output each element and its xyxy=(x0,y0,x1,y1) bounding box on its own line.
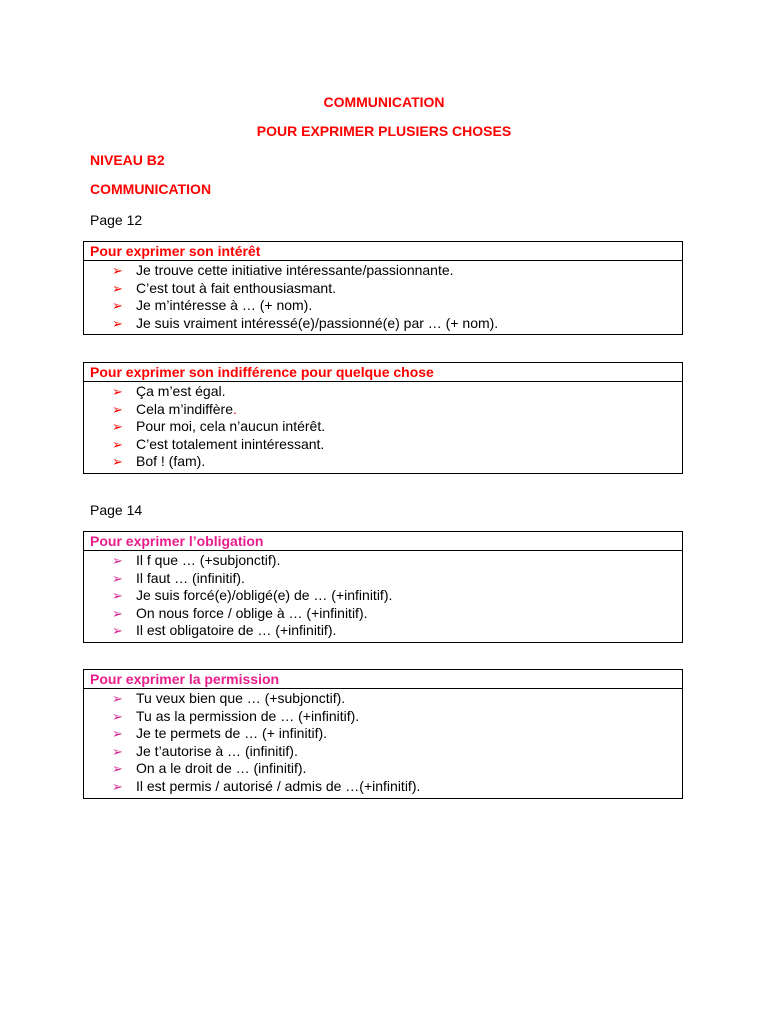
arrow-bullet-icon: ➢ xyxy=(112,570,123,586)
expression-box-permission xyxy=(83,669,683,799)
arrow-bullet-icon: ➢ xyxy=(112,691,123,706)
list-item xyxy=(84,315,682,333)
level-heading: NIVEAU B2 xyxy=(90,152,165,168)
expression-box-indifference xyxy=(83,362,683,474)
box-title: Pour exprimer son indifférence pour quelque chose xyxy=(84,363,682,382)
arrow-bullet-icon: ➢ xyxy=(112,743,123,759)
list-item-text: Ça m’est égal. xyxy=(136,383,226,399)
box-title: Pour exprimer l’obligation xyxy=(84,532,682,551)
list-item xyxy=(84,743,682,761)
box-title: Pour exprimer la permission xyxy=(84,670,682,689)
list-item-text: Je t’autorise à … (infinitif). xyxy=(136,742,298,759)
arrow-bullet-icon: ➢ xyxy=(112,454,123,470)
list-item-text: Je suis forcé(e)/obligé(e) de … (+infinitif). xyxy=(136,587,393,604)
expression-list xyxy=(84,551,682,642)
list-item-text: Tu as la permission de … (+infinitif). xyxy=(136,707,360,724)
section-heading: COMMUNICATION xyxy=(90,181,212,197)
list-item xyxy=(84,297,682,315)
arrow-bullet-icon: ➢ xyxy=(112,419,123,435)
list-item xyxy=(84,401,682,419)
list-item xyxy=(84,280,682,298)
list-item-text: Je suis vraiment intéressé(e)/passionné(e) par … (+ nom). xyxy=(136,314,499,331)
list-item-text: Il est permis / autorisé / admis de …(+infinitif). xyxy=(136,777,421,794)
arrow-bullet-icon: ➢ xyxy=(112,623,123,639)
list-item xyxy=(84,453,682,471)
arrow-bullet-icon: ➢ xyxy=(112,778,123,794)
arrow-bullet-icon: ➢ xyxy=(112,708,123,724)
arrow-bullet-icon: ➢ xyxy=(112,315,123,331)
list-item xyxy=(84,725,682,743)
arrow-bullet-icon: ➢ xyxy=(112,401,123,417)
list-item xyxy=(84,570,682,588)
arrow-bullet-icon: ➢ xyxy=(112,436,123,452)
list-item-text: Il est obligatoire de … (+infinitif). xyxy=(136,622,337,639)
list-item-text: On nous force / oblige à … (+infinitif). xyxy=(136,604,368,621)
box-title: Pour exprimer son intérêt xyxy=(84,242,682,261)
page-label-14: Page 14 xyxy=(90,502,143,518)
arrow-bullet-icon: ➢ xyxy=(112,263,123,278)
list-item-text: On a le droit de … (infinitif). xyxy=(136,760,307,777)
arrow-bullet-icon: ➢ xyxy=(112,761,123,777)
expression-list xyxy=(84,382,682,473)
arrow-bullet-icon: ➢ xyxy=(112,605,123,621)
list-item xyxy=(84,552,682,570)
list-item-text: Pour moi, cela n’aucun intérêt. xyxy=(136,418,326,435)
list-item xyxy=(84,622,682,640)
list-item-text: Je te permets de … (+ infinitif). xyxy=(136,725,328,742)
expression-box-obligation xyxy=(83,531,683,643)
expression-box-interest xyxy=(83,241,683,335)
arrow-bullet-icon: ➢ xyxy=(112,280,123,296)
arrow-bullet-icon: ➢ xyxy=(112,588,123,604)
list-item-text: Bof ! (fam). xyxy=(136,453,206,470)
list-item xyxy=(84,418,682,436)
list-item xyxy=(84,436,682,454)
arrow-bullet-icon: ➢ xyxy=(112,553,123,568)
page-label-12: Page 12 xyxy=(90,212,143,228)
list-item xyxy=(84,778,682,796)
list-item-text: C’est totalement inintéressant. xyxy=(136,435,325,452)
list-item-text: C’est tout à fait enthousiasmant. xyxy=(136,279,336,296)
list-item xyxy=(84,262,682,280)
document-subtitle: POUR EXPRIMER PLUSIERS CHOSES xyxy=(256,123,512,139)
expression-list xyxy=(84,689,682,798)
list-item xyxy=(84,587,682,605)
list-item-text: Il faut … (infinitif). xyxy=(136,569,245,586)
accent-dot: . xyxy=(233,400,237,417)
document-title: COMMUNICATION xyxy=(323,94,445,110)
list-item xyxy=(84,383,682,401)
list-item-text: Je trouve cette initiative intéressante/passionnante. xyxy=(136,262,454,278)
list-item xyxy=(84,690,682,708)
expression-list xyxy=(84,261,682,334)
arrow-bullet-icon: ➢ xyxy=(112,726,123,742)
list-item xyxy=(84,605,682,623)
list-item-text: Il f que … (+subjonctif). xyxy=(136,552,281,568)
list-item-text: Je m’intéresse à … (+ nom). xyxy=(136,297,313,314)
list-item-text: Cela m’indiffère xyxy=(136,400,234,417)
list-item-text: Tu veux bien que … (+subjonctif). xyxy=(136,690,346,706)
list-item xyxy=(84,708,682,726)
arrow-bullet-icon: ➢ xyxy=(112,298,123,314)
arrow-bullet-icon: ➢ xyxy=(112,384,123,399)
list-item xyxy=(84,760,682,778)
